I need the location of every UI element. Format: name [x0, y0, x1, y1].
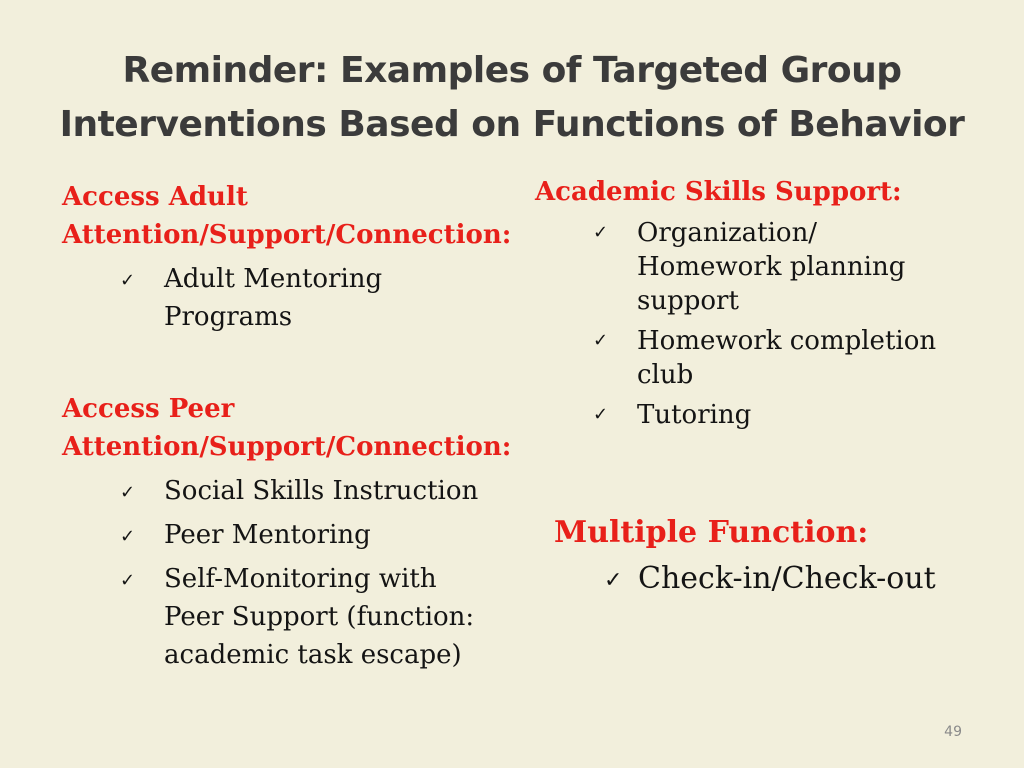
heading-line: Academic Skills Support: [535, 177, 902, 207]
item-line: Homework planning [637, 252, 906, 282]
list-item [593, 324, 936, 392]
academic-intervention-list [593, 216, 936, 438]
checkmark-icon: ✓ [593, 330, 609, 351]
section-heading-academic [535, 173, 902, 211]
item-line: club [637, 360, 694, 390]
item-line: Programs [164, 302, 293, 332]
list-item [120, 472, 478, 510]
heading-line: Access Adult [62, 182, 248, 212]
item-line: Social Skills Instruction [164, 476, 479, 506]
list-item [120, 516, 478, 554]
item-line: Organization/ [637, 218, 818, 248]
adult-intervention-list [120, 260, 382, 336]
section-heading-adult [62, 178, 511, 254]
item-line: Adult Mentoring [164, 264, 383, 294]
heading-line: Access Peer [62, 394, 235, 424]
slide-title [40, 44, 984, 152]
checkmark-icon: ✓ [120, 270, 136, 291]
list-item [120, 260, 382, 336]
heading-line: Attention/Support/Connection: [62, 220, 512, 250]
list-item [604, 558, 936, 600]
checkmark-icon: ✓ [120, 570, 136, 591]
item-line: Peer Mentoring [164, 520, 371, 550]
checkmark-icon: ✓ [604, 568, 623, 593]
section-heading-multiple [554, 512, 868, 554]
heading-line: Attention/Support/Connection: [62, 432, 512, 462]
checkmark-icon: ✓ [593, 404, 609, 425]
page-number: 49 [944, 724, 962, 740]
checkmark-icon: ✓ [593, 222, 609, 243]
item-line: Peer Support (function: [164, 602, 475, 632]
item-line: Check-in/Check-out [638, 561, 936, 596]
item-line: academic task escape) [164, 640, 462, 670]
checkmark-icon: ✓ [120, 526, 136, 547]
list-item [593, 398, 936, 432]
item-line: Homework completion [637, 326, 937, 356]
list-item [593, 216, 936, 318]
title-line: Reminder: Examples of Targeted Group [122, 50, 902, 91]
item-line: Tutoring [637, 400, 752, 430]
item-line: Self-Monitoring with [164, 564, 437, 594]
multiple-intervention-list [604, 558, 936, 600]
section-heading-peer [62, 390, 511, 466]
title-line: Interventions Based on Functions of Behavior [59, 104, 965, 145]
heading-line: Multiple Function: [554, 515, 869, 550]
peer-intervention-list [120, 472, 478, 680]
list-item [120, 560, 478, 674]
checkmark-icon: ✓ [120, 482, 136, 503]
item-line: support [637, 286, 739, 316]
